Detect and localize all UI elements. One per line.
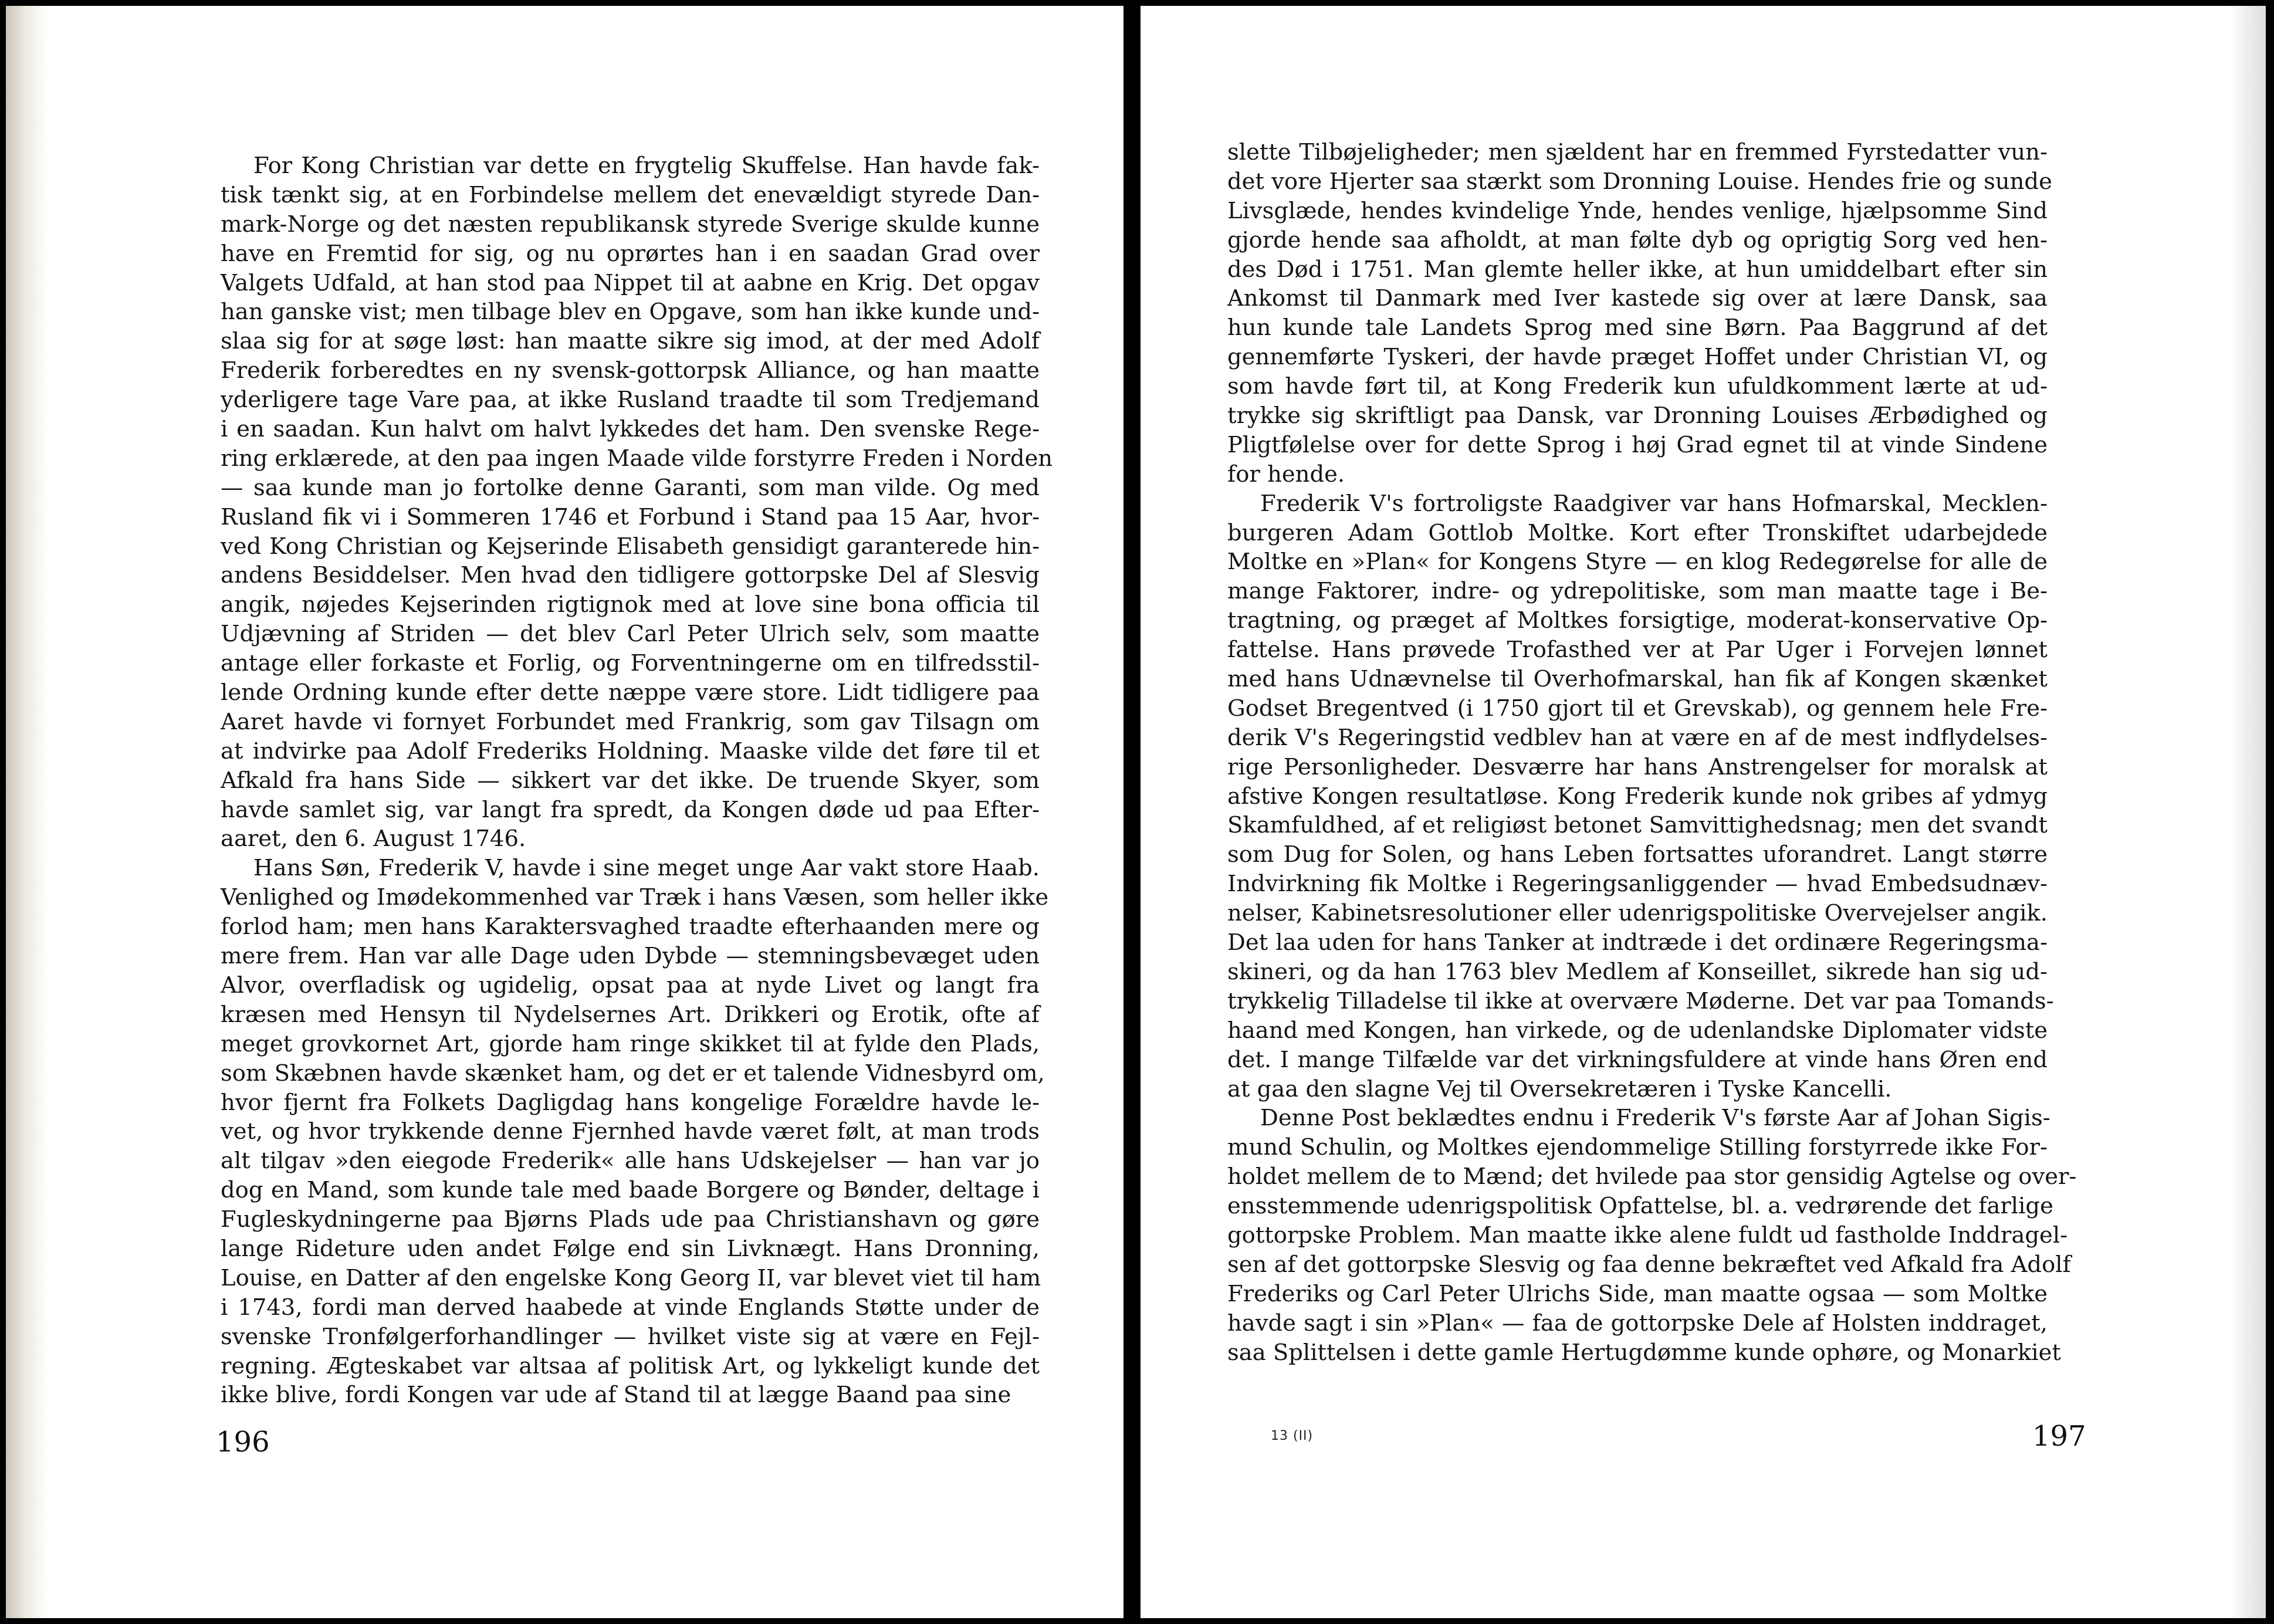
text-line: regning. Ægteskabet var altsaa af politisk Art, og lykkeligt kunde det (221, 1352, 1040, 1379)
text-line: Ankomst til Danmark med Iver kastede sig over at lære Dansk, saa (1227, 285, 2048, 312)
text-line: rige Personligheder. Desværre har hans Anstrengelser for moralsk at (1227, 753, 2048, 780)
text-line: i en saadan. Kun halvt om halvt lykkedes det ham. Den svenske Rege- (221, 416, 1040, 443)
right-page-body-text (1227, 138, 2077, 1367)
text-line: slette Tilbøjeligheder; men sjældent har en fremmed Fyrstedatter vun- (1227, 139, 2048, 165)
text-line: havde samlet sig, var langt fra spredt, da Kongen døde ud paa Efter- (221, 796, 1040, 823)
left-page (6, 6, 1124, 1618)
text-line: holdet mellem de to Mænd; det hvilede paa stor gensidig Agtelse og over- (1227, 1163, 2077, 1190)
right-page (1141, 6, 2266, 1618)
text-line: alt tilgav »den eiegode Frederik« alle hans Udskejelser — han var jo (221, 1148, 1040, 1175)
text-line: — saa kunde man jo fortolke denne Garanti, som man vilde. Og med (221, 474, 1040, 501)
text-line: Det laa uden for hans Tanker at indtræde i det ordinære Regeringsma- (1227, 929, 2048, 956)
text-line: nelser, Kabinetsresolutioner eller udenrigspolitiske Overvejelser angik. (1227, 900, 2048, 927)
text-line: antage eller forkaste et Forlig, og Forventningerne om en tilfredsstil- (221, 650, 1040, 677)
text-line: Denne Post beklædtes endnu i Frederik V's første Aar af Johan Sigis- (1260, 1105, 2050, 1132)
text-line: Udjævning af Striden — det blev Carl Peter Ulrich selv, som maatte (221, 621, 1040, 648)
text-line: Livsglæde, hendes kvindelige Ynde, hendes venlige, hjælpsomme Sind (1227, 197, 2048, 224)
text-line: som Skæbnen havde skænket ham, og det er et talende Vidnesbyrd om, (221, 1060, 1045, 1087)
text-line: fattelse. Hans prøvede Trofasthed ver at Par Uger i Forvejen lønnet (1227, 637, 2048, 664)
text-line: hun kunde tale Landets Sprog med sine Børn. Paa Baggrund af det (1227, 314, 2048, 341)
text-line: Indvirkning fik Moltke i Regeringsanliggender — hvad Embedsudnæv- (1227, 871, 2048, 898)
text-line: forlod ham; men hans Karaktersvaghed traadte efterhaanden mere og (221, 914, 1040, 940)
text-line: ring erklærede, at den paa ingen Maade vilde forstyrre Freden i Norden (221, 445, 1053, 472)
text-line: havde sagt i sin »Plan« — faa de gottorpske Dele af Holsten inddraget, (1227, 1310, 2048, 1337)
page-edge-shadow (2231, 6, 2266, 1618)
text-line: andens Besiddelser. Men hvad den tidligere gottorpske Del af Slesvig (221, 562, 1040, 589)
text-line: Valgets Udfald, at han stod paa Nippet til at aabne en Krig. Det opgav (221, 269, 1040, 296)
text-line: med hans Udnævnelse til Overhofmarskal, han fik af Kongen skænket (1227, 666, 2048, 693)
text-line: Aaret havde vi fornyet Forbundet med Frankrig, som gav Tilsagn om (221, 708, 1040, 735)
text-line: tragtning, og præget af Moltkes forsigtige, moderat-konservative Op- (1227, 607, 2048, 634)
text-line: Hans Søn, Frederik V, havde i sine meget unge Aar vakt store Haab. (253, 855, 1040, 882)
text-line: afstive Kongen resultatløse. Kong Frederik kunde nok gribes af ydmyg (1227, 783, 2048, 810)
text-line: Fugleskydningerne paa Bjørns Plads ude paa Christianshavn og gøre (221, 1206, 1040, 1233)
text-line: meget grovkornet Art, gjorde ham ringe skikket til at fylde den Plads, (221, 1030, 1040, 1057)
text-line: gottorpske Problem. Man maatte ikke alene fuldt ud fastholde Inddragel- (1227, 1222, 2068, 1249)
book-spine-shadow (6, 6, 47, 1618)
text-line: det vore Hjerter saa stærkt som Dronning Louise. Hendes frie og sunde (1227, 168, 2052, 195)
text-line: mund Schulin, og Moltkes ejendommelige Stilling forstyrrede ikke For- (1227, 1134, 2048, 1161)
text-line: Alvor, overfladisk og ugidelig, opsat paa at nyde Livet og langt fra (221, 972, 1040, 999)
left-page-number: 196 (216, 1426, 270, 1459)
text-line: have en Fremtid for sig, og nu oprørtes han i en saadan Grad over (221, 240, 1040, 267)
text-line: saa Splittelsen i dette gamle Hertugdømme kunde ophøre, og Monarkiet (1227, 1339, 2061, 1366)
text-line: sen af det gottorpske Slesvig og faa denne bekræftet ved Afkald fra Adolf (1227, 1251, 2071, 1278)
text-line: For Kong Christian var dette en frygtelig Skuffelse. Han havde fak- (253, 153, 1040, 179)
text-line: han ganske vist; men tilbage blev en Opgave, som han ikke kunde und- (221, 299, 1040, 326)
text-line: mark-Norge og det næsten republikansk styrede Sverige skulde kunne (221, 211, 1040, 238)
text-line: slaa sig for at søge løst: han maatte sikre sig imod, at der med Adolf (221, 328, 1040, 355)
text-line: Frederiks og Carl Peter Ulrichs Side, man maatte ogsaa — som Moltke (1227, 1280, 2048, 1307)
text-line: Moltke en »Plan« for Kongens Styre — en klog Redegørelse for alle de (1227, 549, 2048, 576)
text-line: lange Rideture uden andet Følge end sin Livknægt. Hans Dronning, (221, 1235, 1040, 1262)
text-line: Venlighed og Imødekommenhed var Træk i hans Væsen, som heller ikke (221, 884, 1049, 911)
text-line: at indvirke paa Adolf Frederiks Holdning. Maaske vilde det føre til et (221, 737, 1040, 764)
text-line: Afkald fra hans Side — sikkert var det ikke. De truende Skyer, som (221, 767, 1040, 794)
text-line: Frederik V's fortroligste Raadgiver var hans Hofmarskal, Mecklen- (1260, 490, 2048, 517)
text-line: som havde ført til, at Kong Frederik kun ufuldkomment lærte at ud- (1227, 373, 2048, 400)
text-line: gjorde hende saa afholdt, at man følte dyb og oprigtig Sorg ved hen- (1227, 226, 2048, 253)
text-line: som Dug for Solen, og hans Leben fortsattes uforandret. Langt større (1227, 841, 2048, 868)
text-line: vet, og hvor trykkende denne Fjernhed havde været følt, at man trods (221, 1118, 1040, 1145)
text-line: hvor fjernt fra Folkets Dagligdag hans kongelige Forældre havde le- (221, 1089, 1040, 1116)
text-line: at gaa den slagne Vej til Oversekretæren i Tyske Kancelli. (1227, 1075, 1892, 1102)
text-line: ikke blive, fordi Kongen var ude af Stand til at lægge Baand paa sine (221, 1382, 1011, 1409)
text-line: svenske Tronfølgerforhandlinger — hvilket viste sig at være en Fejl- (221, 1323, 1040, 1350)
text-line: i 1743, fordi man derved haabede at vinde Englands Støtte under de (221, 1294, 1040, 1321)
text-line: gennemførte Tyskeri, der havde præget Hoffet under Christian VI, og (1227, 344, 2048, 371)
text-line: Louise, en Datter af den engelske Kong Georg II, var blevet viet til ham (221, 1264, 1041, 1291)
text-line: mange Faktorer, indre- og ydrepolitiske, som man maatte tage i Be- (1227, 578, 2048, 605)
text-line: Pligtfølelse over for dette Sprog i høj Grad egnet til at vinde Sindene (1227, 431, 2048, 458)
text-line: trykkelig Tilladelse til ikke at overvære Møderne. Det var paa Tomands- (1227, 987, 2054, 1014)
text-line: tisk tænkt sig, at en Forbindelse mellem det enevældigt styrede Dan- (221, 181, 1040, 208)
text-line: lende Ordning kunde efter dette næppe være store. Lidt tidligere paa (221, 679, 1040, 706)
text-line: mere frem. Han var alle Dage uden Dybde — stemningsbevæget uden (221, 943, 1040, 970)
printer-signature-mark: 13 (II) (1271, 1429, 1314, 1443)
text-line: skineri, og da han 1763 blev Medlem af Konseillet, sikrede han sig ud- (1227, 958, 2048, 985)
text-line: aaret, den 6. August 1746. (221, 825, 526, 852)
text-line: Godset Bregentved (i 1750 gjort til et Grevskab), og gennem hele Fre- (1227, 695, 2048, 722)
text-line: ensstemmende udenrigspolitisk Opfattelse, bl. a. vedrørende det farlige (1227, 1193, 2053, 1220)
text-line: trykke sig skriftligt paa Dansk, var Dronning Louises Ærbødighed og (1227, 402, 2048, 429)
text-line: Rusland fik vi i Sommeren 1746 et Forbund i Stand paa 15 Aar, hvor- (221, 503, 1040, 530)
text-line: for hende. (1227, 461, 1345, 488)
right-page-number: 197 (2032, 1420, 2086, 1453)
text-line: dog en Mand, som kunde tale med baade Borgere og Bønder, deltage i (221, 1177, 1040, 1204)
text-line: derik V's Regeringstid vedblev han at være en af de mest indflydelses- (1227, 724, 2048, 751)
text-line: Frederik forberedtes en ny svensk-gottorpsk Alliance, og han maatte (221, 357, 1040, 384)
text-line: haand med Kongen, han virkede, og de udenlandske Diplomater vidste (1227, 1017, 2048, 1044)
left-page-body-text (221, 151, 1053, 1410)
text-line: burgeren Adam Gottlob Moltke. Kort efter Tronskiftet udarbejdede (1227, 519, 2048, 546)
text-line: angik, nøjedes Kejserinden rigtignok med at love sine bona officia til (221, 591, 1040, 618)
text-line: ved Kong Christian og Kejserinde Elisabeth gensidigt garanterede hin- (221, 533, 1040, 560)
text-line: Skamfuldhed, af et religiøst betonet Samvittighedsnag; men det svandt (1227, 812, 2048, 839)
text-line: det. I mange Tilfælde var det virkningsfuldere at vinde hans Øren end (1227, 1046, 2048, 1073)
text-line: des Død i 1751. Man glemte heller ikke, at hun umiddelbart efter sin (1227, 256, 2048, 283)
text-line: kræsen med Hensyn til Nydelsernes Art. Drikkeri og Erotik, ofte af (221, 1001, 1040, 1028)
text-line: yderligere tage Vare paa, at ikke Rusland traadte til som Tredjemand (221, 387, 1040, 414)
